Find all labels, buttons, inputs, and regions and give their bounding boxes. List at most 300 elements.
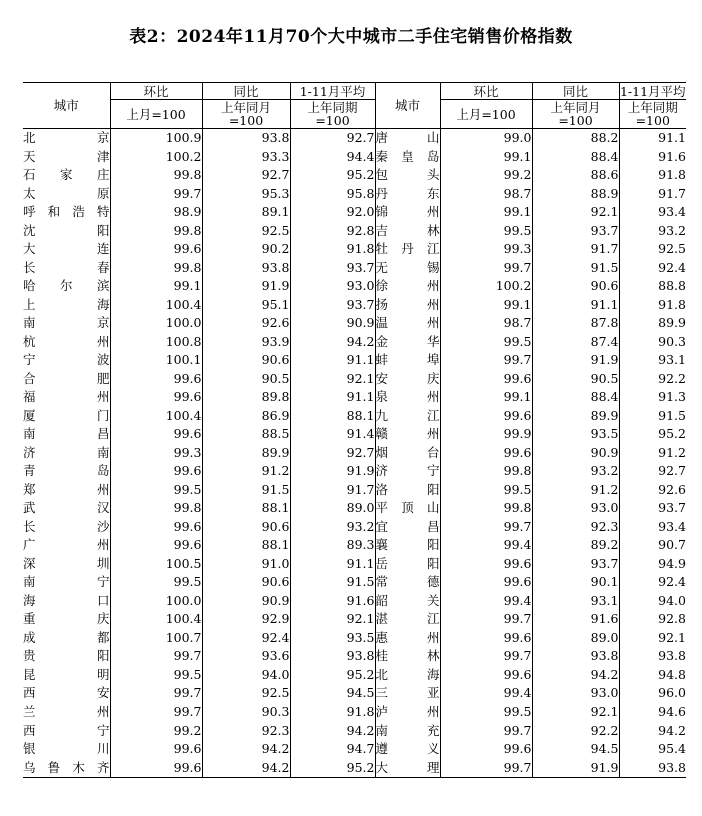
mom-cell-right: 99.6 bbox=[440, 370, 532, 389]
mom-cell-right: 99.6 bbox=[440, 444, 532, 463]
city-cell-left: 太 原 bbox=[23, 185, 110, 201]
city-cell-right: 宜 昌 bbox=[375, 518, 440, 537]
avg-column-header-left: 1-11月平均 bbox=[290, 83, 375, 100]
avg-cell-right: 91.7 bbox=[619, 185, 686, 204]
avg-cell-left: 91.1 bbox=[290, 388, 375, 407]
yoy-cell-right: 91.2 bbox=[532, 481, 619, 500]
city-cell-left: 青 岛 bbox=[23, 463, 110, 479]
avg-base-right bbox=[619, 100, 686, 129]
city-cell-left: 南 宁 bbox=[23, 574, 110, 590]
mom-cell-left: 100.0 bbox=[110, 592, 202, 611]
avg-cell-right: 91.5 bbox=[619, 407, 686, 426]
mom-cell-left: 99.7 bbox=[110, 703, 202, 722]
yoy-cell-right: 91.9 bbox=[532, 351, 619, 370]
table-row bbox=[23, 610, 686, 629]
mom-cell-left: 99.6 bbox=[110, 759, 202, 778]
mom-cell-left: 99.6 bbox=[110, 462, 202, 481]
mom-cell-right: 99.4 bbox=[440, 592, 532, 611]
avg-cell-left: 91.4 bbox=[290, 425, 375, 444]
avg-column-header-right: 1-11月平均 bbox=[619, 83, 686, 99]
table-row bbox=[23, 740, 686, 759]
yoy-cell-right: 90.1 bbox=[532, 573, 619, 592]
avg-cell-left: 91.8 bbox=[290, 240, 375, 259]
city-cell-left: 武 汉 bbox=[23, 500, 110, 516]
yoy-cell-left: 88.1 bbox=[202, 536, 290, 555]
avg-cell-right: 93.7 bbox=[619, 499, 686, 518]
page-title: 表2：2024年11月70个大中城市二手住宅销售价格指数 bbox=[129, 27, 573, 47]
mom-cell-right: 99.7 bbox=[440, 759, 532, 778]
avg-cell-left: 89.0 bbox=[290, 499, 375, 518]
city-cell-right: 徐 州 bbox=[375, 277, 440, 296]
table-row bbox=[23, 370, 686, 389]
mom-cell-left: 100.4 bbox=[110, 610, 202, 629]
avg-cell-right: 90.3 bbox=[619, 333, 686, 352]
yoy-cell-left: 92.3 bbox=[202, 722, 290, 741]
avg-cell-left: 93.7 bbox=[290, 296, 375, 315]
city-cell-left: 重 庆 bbox=[23, 611, 110, 627]
table-row bbox=[23, 240, 686, 259]
avg-cell-right: 92.4 bbox=[619, 573, 686, 592]
mom-cell-right: 99.1 bbox=[440, 148, 532, 167]
table-row bbox=[23, 759, 686, 778]
mom-cell-right: 99.8 bbox=[440, 462, 532, 481]
mom-cell-right: 99.6 bbox=[440, 666, 532, 685]
yoy-cell-left: 94.2 bbox=[202, 740, 290, 759]
avg-cell-left: 92.7 bbox=[290, 444, 375, 463]
table-row bbox=[23, 222, 686, 241]
avg-base-line2: =100 bbox=[635, 113, 670, 128]
mom-cell-left: 99.5 bbox=[110, 666, 202, 685]
city-cell-left: 天 津 bbox=[23, 148, 110, 164]
avg-cell-left: 93.2 bbox=[290, 518, 375, 537]
avg-cell-right: 93.4 bbox=[619, 518, 686, 537]
avg-cell-right: 93.8 bbox=[619, 647, 686, 666]
mom-cell-left: 100.2 bbox=[110, 148, 202, 167]
table-row bbox=[23, 722, 686, 741]
mom-base-right: 上月=100 bbox=[440, 100, 532, 129]
yoy-base-line1: 上年同月 bbox=[220, 100, 271, 115]
mom-cell-right: 99.4 bbox=[440, 536, 532, 555]
city-cell-right: 吉 林 bbox=[375, 222, 440, 241]
avg-cell-right: 91.2 bbox=[619, 444, 686, 463]
avg-cell-right: 95.2 bbox=[619, 425, 686, 444]
table-row bbox=[23, 444, 686, 463]
yoy-cell-left: 93.3 bbox=[202, 148, 290, 167]
table-row bbox=[23, 703, 686, 722]
yoy-cell-right: 91.5 bbox=[532, 259, 619, 278]
city-cell-right: 惠 州 bbox=[375, 629, 440, 648]
yoy-cell-left: 92.4 bbox=[202, 629, 290, 648]
city-cell-right: 安 庆 bbox=[375, 370, 440, 389]
yoy-cell-right: 93.5 bbox=[532, 425, 619, 444]
yoy-cell-right: 89.0 bbox=[532, 629, 619, 648]
mom-column-header-left: 环比 bbox=[110, 83, 202, 100]
yoy-cell-left: 90.5 bbox=[202, 370, 290, 389]
avg-cell-left: 95.2 bbox=[290, 759, 375, 778]
yoy-cell-right: 92.2 bbox=[532, 722, 619, 741]
mom-column-header-right: 环比 bbox=[440, 83, 532, 100]
mom-cell-right: 99.7 bbox=[440, 610, 532, 629]
avg-cell-right: 91.3 bbox=[619, 388, 686, 407]
city-cell-left: 成 都 bbox=[23, 629, 110, 645]
yoy-base-line2: =100 bbox=[228, 113, 264, 128]
city-cell-left: 海 口 bbox=[23, 592, 110, 608]
avg-cell-right: 92.6 bbox=[619, 481, 686, 500]
city-cell-left: 银 川 bbox=[23, 741, 110, 757]
yoy-cell-right: 92.1 bbox=[532, 703, 619, 722]
table-row bbox=[23, 259, 686, 278]
yoy-base-line1: 上年同月 bbox=[550, 100, 601, 115]
mom-cell-right: 99.5 bbox=[440, 333, 532, 352]
city-cell-right: 南 充 bbox=[375, 722, 440, 741]
mom-cell-left: 99.7 bbox=[110, 647, 202, 666]
avg-base-line1: 上年同期 bbox=[627, 100, 678, 115]
yoy-cell-right: 90.9 bbox=[532, 444, 619, 463]
avg-cell-left: 95.2 bbox=[290, 166, 375, 185]
mom-cell-left: 99.6 bbox=[110, 536, 202, 555]
avg-cell-right: 91.8 bbox=[619, 166, 686, 185]
yoy-cell-left: 93.9 bbox=[202, 333, 290, 352]
table-row bbox=[23, 314, 686, 333]
avg-cell-left: 94.2 bbox=[290, 333, 375, 352]
yoy-cell-left: 86.9 bbox=[202, 407, 290, 426]
city-column-header-left: 城市 bbox=[23, 83, 110, 129]
avg-cell-left: 90.9 bbox=[290, 314, 375, 333]
table-row bbox=[23, 592, 686, 611]
avg-cell-right: 92.2 bbox=[619, 370, 686, 389]
avg-cell-left: 88.1 bbox=[290, 407, 375, 426]
yoy-cell-right: 93.0 bbox=[532, 499, 619, 518]
yoy-cell-right: 93.7 bbox=[532, 555, 619, 574]
yoy-column-header-right: 同比 bbox=[532, 83, 619, 100]
avg-cell-right: 91.6 bbox=[619, 148, 686, 167]
avg-cell-left: 91.7 bbox=[290, 481, 375, 500]
yoy-column-header-left: 同比 bbox=[202, 83, 290, 100]
yoy-cell-left: 90.6 bbox=[202, 518, 290, 537]
table-row bbox=[23, 277, 686, 296]
table-row bbox=[23, 518, 686, 537]
yoy-cell-left: 88.1 bbox=[202, 499, 290, 518]
avg-cell-left: 89.3 bbox=[290, 536, 375, 555]
city-cell-left: 乌鲁木齐 bbox=[23, 759, 110, 778]
yoy-cell-right: 90.5 bbox=[532, 370, 619, 389]
city-cell-left: 杭 州 bbox=[23, 333, 110, 349]
city-cell-left: 合 肥 bbox=[23, 370, 110, 386]
city-cell-left: 哈尔滨 bbox=[23, 278, 110, 294]
city-cell-right: 泸 州 bbox=[375, 703, 440, 722]
table-row bbox=[23, 499, 686, 518]
city-cell-left: 大 连 bbox=[23, 241, 110, 257]
yoy-cell-right: 93.7 bbox=[532, 222, 619, 241]
avg-base-left bbox=[290, 100, 375, 129]
mom-cell-right: 99.9 bbox=[440, 425, 532, 444]
mom-cell-left: 99.8 bbox=[110, 166, 202, 185]
table-row bbox=[23, 203, 686, 222]
yoy-cell-left: 89.8 bbox=[202, 388, 290, 407]
city-cell-right: 唐 山 bbox=[375, 129, 440, 148]
avg-cell-right: 93.8 bbox=[619, 759, 686, 778]
city-cell-right: 烟 台 bbox=[375, 444, 440, 463]
mom-cell-right: 99.5 bbox=[440, 222, 532, 241]
city-cell-left: 西 宁 bbox=[23, 722, 110, 738]
city-cell-right: 桂 林 bbox=[375, 647, 440, 666]
yoy-cell-left: 90.2 bbox=[202, 240, 290, 259]
yoy-cell-right: 88.6 bbox=[532, 166, 619, 185]
city-cell-right: 赣 州 bbox=[375, 425, 440, 444]
avg-cell-right: 93.1 bbox=[619, 351, 686, 370]
yoy-cell-left: 91.9 bbox=[202, 277, 290, 296]
yoy-cell-right: 87.8 bbox=[532, 314, 619, 333]
mom-cell-right: 99.6 bbox=[440, 573, 532, 592]
yoy-cell-left: 92.6 bbox=[202, 314, 290, 333]
mom-cell-right: 99.1 bbox=[440, 388, 532, 407]
mom-cell-left: 99.1 bbox=[110, 277, 202, 296]
mom-cell-right: 99.5 bbox=[440, 703, 532, 722]
avg-cell-right: 92.7 bbox=[619, 462, 686, 481]
avg-cell-right: 92.1 bbox=[619, 629, 686, 648]
city-cell-right: 泉 州 bbox=[375, 388, 440, 407]
city-cell-left: 上 海 bbox=[23, 296, 110, 312]
mom-cell-right: 99.7 bbox=[440, 259, 532, 278]
city-cell-left: 广 州 bbox=[23, 537, 110, 553]
mom-cell-left: 99.7 bbox=[110, 185, 202, 204]
yoy-cell-left: 90.3 bbox=[202, 703, 290, 722]
yoy-cell-left: 91.2 bbox=[202, 462, 290, 481]
yoy-cell-right: 93.1 bbox=[532, 592, 619, 611]
avg-cell-right: 94.2 bbox=[619, 722, 686, 741]
avg-cell-right: 91.8 bbox=[619, 296, 686, 315]
avg-cell-left: 93.7 bbox=[290, 259, 375, 278]
yoy-cell-right: 89.9 bbox=[532, 407, 619, 426]
city-cell-right: 韶 关 bbox=[375, 592, 440, 611]
avg-cell-right: 91.1 bbox=[619, 129, 686, 148]
mom-cell-right: 99.6 bbox=[440, 555, 532, 574]
city-cell-left: 石家庄 bbox=[23, 167, 110, 183]
city-cell-right: 九 江 bbox=[375, 407, 440, 426]
city-cell-right: 三 亚 bbox=[375, 684, 440, 703]
yoy-cell-left: 92.5 bbox=[202, 684, 290, 703]
avg-cell-left: 94.2 bbox=[290, 722, 375, 741]
yoy-base-line2: =100 bbox=[558, 113, 593, 128]
yoy-cell-right: 90.6 bbox=[532, 277, 619, 296]
yoy-cell-right: 91.6 bbox=[532, 610, 619, 629]
city-cell-left: 北 京 bbox=[23, 130, 110, 145]
mom-cell-left: 100.8 bbox=[110, 333, 202, 352]
yoy-cell-right: 91.7 bbox=[532, 240, 619, 259]
city-cell-right: 扬 州 bbox=[375, 296, 440, 315]
table-row bbox=[23, 333, 686, 352]
mom-cell-left: 98.9 bbox=[110, 203, 202, 222]
table-row bbox=[23, 666, 686, 685]
mom-cell-right: 99.1 bbox=[440, 296, 532, 315]
avg-cell-left: 94.5 bbox=[290, 684, 375, 703]
mom-cell-right: 99.7 bbox=[440, 351, 532, 370]
table-row bbox=[23, 388, 686, 407]
yoy-cell-right: 93.8 bbox=[532, 647, 619, 666]
city-cell-right: 襄 阳 bbox=[375, 536, 440, 555]
table-row bbox=[23, 148, 686, 167]
table-row bbox=[23, 185, 686, 204]
mom-cell-right: 99.6 bbox=[440, 629, 532, 648]
avg-cell-left: 91.5 bbox=[290, 573, 375, 592]
city-cell-left: 呼和浩特 bbox=[23, 204, 110, 220]
yoy-cell-left: 93.8 bbox=[202, 259, 290, 278]
city-cell-right: 北 海 bbox=[375, 666, 440, 685]
mom-cell-left: 99.8 bbox=[110, 222, 202, 241]
avg-cell-right: 94.9 bbox=[619, 555, 686, 574]
avg-cell-left: 91.1 bbox=[290, 351, 375, 370]
mom-cell-left: 99.6 bbox=[110, 740, 202, 759]
city-cell-left: 西 安 bbox=[23, 685, 110, 701]
table-row bbox=[23, 351, 686, 370]
yoy-base-left bbox=[202, 100, 290, 129]
mom-cell-right: 100.2 bbox=[440, 277, 532, 296]
yoy-cell-left: 95.3 bbox=[202, 185, 290, 204]
city-cell-right: 岳 阳 bbox=[375, 555, 440, 574]
city-cell-right: 济 宁 bbox=[375, 462, 440, 481]
avg-cell-right: 90.7 bbox=[619, 536, 686, 555]
mom-cell-left: 100.7 bbox=[110, 629, 202, 648]
yoy-cell-left: 91.0 bbox=[202, 555, 290, 574]
table-row bbox=[23, 684, 686, 703]
table-row bbox=[23, 481, 686, 500]
yoy-cell-right: 88.9 bbox=[532, 185, 619, 204]
mom-cell-left: 99.2 bbox=[110, 722, 202, 741]
yoy-cell-left: 94.0 bbox=[202, 666, 290, 685]
table-header bbox=[23, 83, 686, 129]
yoy-cell-right: 87.4 bbox=[532, 333, 619, 352]
avg-cell-left: 93.8 bbox=[290, 647, 375, 666]
avg-cell-right: 93.4 bbox=[619, 203, 686, 222]
avg-cell-left: 93.5 bbox=[290, 629, 375, 648]
mom-cell-left: 99.5 bbox=[110, 573, 202, 592]
avg-cell-left: 91.6 bbox=[290, 592, 375, 611]
yoy-cell-left: 93.8 bbox=[202, 129, 290, 148]
city-cell-left: 南 昌 bbox=[23, 426, 110, 442]
yoy-cell-left: 92.7 bbox=[202, 166, 290, 185]
yoy-cell-right: 88.2 bbox=[532, 129, 619, 148]
mom-cell-right: 99.5 bbox=[440, 481, 532, 500]
avg-cell-right: 96.0 bbox=[619, 684, 686, 703]
yoy-cell-right: 91.1 bbox=[532, 296, 619, 315]
city-column-header-right: 城市 bbox=[375, 83, 440, 129]
avg-cell-left: 94.4 bbox=[290, 148, 375, 167]
avg-cell-left: 91.8 bbox=[290, 703, 375, 722]
avg-cell-right: 95.4 bbox=[619, 740, 686, 759]
mom-cell-right: 99.4 bbox=[440, 684, 532, 703]
yoy-cell-right: 89.2 bbox=[532, 536, 619, 555]
avg-cell-right: 93.2 bbox=[619, 222, 686, 241]
mom-cell-left: 100.1 bbox=[110, 351, 202, 370]
mom-cell-right: 99.8 bbox=[440, 499, 532, 518]
city-cell-right: 大 理 bbox=[375, 759, 440, 778]
mom-cell-right: 99.6 bbox=[440, 407, 532, 426]
avg-cell-right: 94.0 bbox=[619, 592, 686, 611]
avg-cell-right: 89.9 bbox=[619, 314, 686, 333]
city-cell-right: 温 州 bbox=[375, 314, 440, 333]
yoy-cell-left: 94.2 bbox=[202, 759, 290, 778]
mom-cell-right: 99.0 bbox=[440, 129, 532, 148]
city-cell-left: 长 春 bbox=[23, 259, 110, 275]
city-cell-left: 贵 阳 bbox=[23, 648, 110, 664]
avg-base-line1: 上年同期 bbox=[307, 100, 358, 115]
table-row bbox=[23, 166, 686, 185]
mom-cell-right: 99.3 bbox=[440, 240, 532, 259]
city-cell-right: 包 头 bbox=[375, 166, 440, 185]
avg-cell-left: 95.8 bbox=[290, 185, 375, 204]
yoy-cell-right: 93.0 bbox=[532, 684, 619, 703]
table-row bbox=[23, 296, 686, 315]
yoy-cell-left: 92.5 bbox=[202, 222, 290, 241]
yoy-cell-left: 89.1 bbox=[202, 203, 290, 222]
city-cell-left: 南 京 bbox=[23, 315, 110, 331]
mom-cell-left: 99.6 bbox=[110, 425, 202, 444]
yoy-cell-left: 90.9 bbox=[202, 592, 290, 611]
avg-cell-left: 92.1 bbox=[290, 610, 375, 629]
yoy-base-right bbox=[532, 100, 619, 129]
city-cell-right: 金 华 bbox=[375, 333, 440, 352]
city-cell-left: 厦 门 bbox=[23, 407, 110, 423]
yoy-cell-left: 90.6 bbox=[202, 573, 290, 592]
avg-cell-right: 94.6 bbox=[619, 703, 686, 722]
yoy-cell-right: 94.2 bbox=[532, 666, 619, 685]
avg-cell-left: 91.9 bbox=[290, 462, 375, 481]
mom-cell-left: 99.3 bbox=[110, 444, 202, 463]
yoy-cell-left: 92.9 bbox=[202, 610, 290, 629]
table-row bbox=[23, 629, 686, 648]
city-cell-right: 平顶山 bbox=[375, 499, 440, 518]
table-row bbox=[23, 555, 686, 574]
avg-cell-left: 93.0 bbox=[290, 277, 375, 296]
city-cell-left: 济 南 bbox=[23, 444, 110, 460]
yoy-cell-right: 88.4 bbox=[532, 388, 619, 407]
price-index-table bbox=[23, 82, 686, 778]
yoy-cell-left: 88.5 bbox=[202, 425, 290, 444]
mom-cell-right: 98.7 bbox=[440, 314, 532, 333]
mom-cell-right: 99.1 bbox=[440, 203, 532, 222]
table-row bbox=[23, 407, 686, 426]
city-cell-right: 无 锡 bbox=[375, 259, 440, 278]
avg-cell-right: 94.8 bbox=[619, 666, 686, 685]
city-cell-left: 昆 明 bbox=[23, 666, 110, 682]
avg-cell-right: 92.8 bbox=[619, 610, 686, 629]
table-row bbox=[23, 462, 686, 481]
yoy-cell-right: 91.9 bbox=[532, 759, 619, 778]
mom-base-left: 上月=100 bbox=[110, 100, 202, 129]
table-row bbox=[23, 425, 686, 444]
mom-cell-right: 99.7 bbox=[440, 647, 532, 666]
mom-cell-left: 100.4 bbox=[110, 296, 202, 315]
table-body bbox=[23, 129, 686, 778]
avg-base-line2: =100 bbox=[315, 113, 350, 128]
mom-cell-left: 99.7 bbox=[110, 684, 202, 703]
yoy-cell-left: 91.5 bbox=[202, 481, 290, 500]
mom-cell-left: 99.6 bbox=[110, 370, 202, 389]
mom-cell-left: 99.6 bbox=[110, 388, 202, 407]
yoy-cell-right: 92.3 bbox=[532, 518, 619, 537]
city-cell-left: 深 圳 bbox=[23, 555, 110, 571]
city-cell-right: 秦皇岛 bbox=[375, 148, 440, 167]
city-cell-right: 洛 阳 bbox=[375, 481, 440, 500]
mom-cell-left: 100.5 bbox=[110, 555, 202, 574]
table-row bbox=[23, 573, 686, 592]
city-cell-right: 常 德 bbox=[375, 573, 440, 592]
city-cell-right: 锦 州 bbox=[375, 203, 440, 222]
city-cell-left: 福 州 bbox=[23, 389, 110, 405]
table-row bbox=[23, 536, 686, 555]
table-row bbox=[23, 647, 686, 666]
mom-cell-right: 99.6 bbox=[440, 740, 532, 759]
